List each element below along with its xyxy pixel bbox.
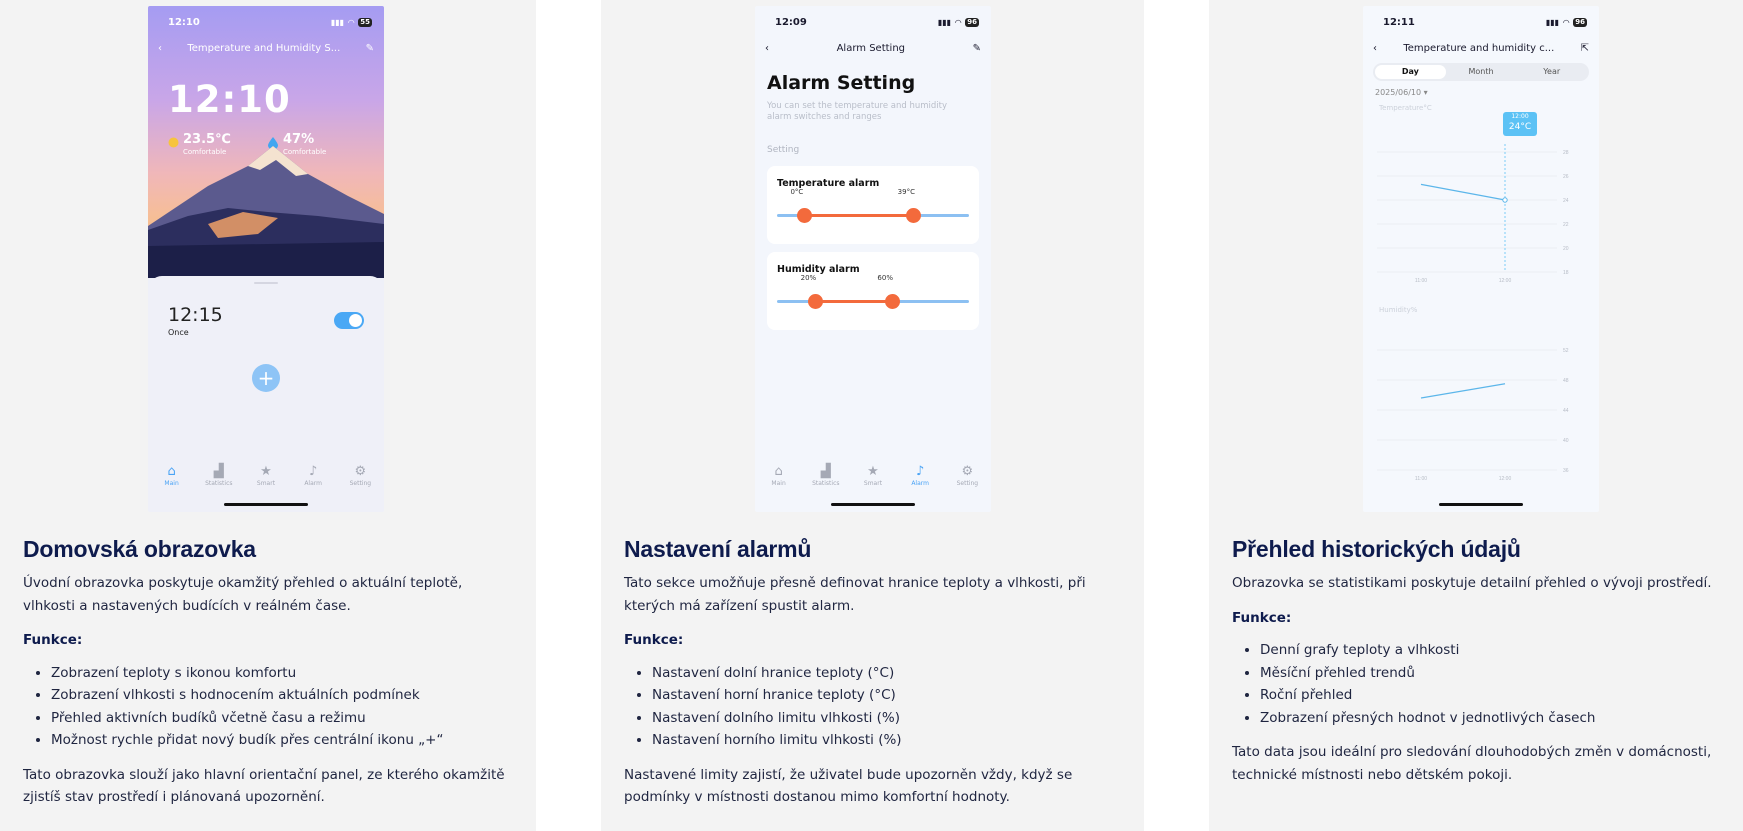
list-item: • Roční přehled (1260, 684, 1725, 707)
gear-icon: ⚙ (961, 464, 974, 479)
y-tick-label: 36 (1563, 468, 1569, 474)
home-icon: ⌂ (774, 464, 783, 479)
temperature-comfort-label: Comfortable (183, 148, 227, 156)
y-tick-label: 18 (1563, 270, 1569, 276)
humidity-range-slider[interactable] (777, 274, 969, 303)
y-tick-label: 48 (1563, 378, 1569, 384)
section-label: Setting (767, 145, 800, 155)
temperature-alarm-card (767, 166, 979, 244)
panel-alarm-settings (601, 0, 1144, 831)
list-item: • Nastavení dolního limitu vlhkosti (%) (652, 707, 1126, 730)
tab-statistics[interactable] (199, 464, 239, 498)
nav-title: Alarm Setting (836, 42, 906, 54)
humidity-chart-label: Humidity% (1379, 306, 1418, 314)
back-icon[interactable]: ‹ (158, 42, 162, 54)
star-icon: ★ (260, 464, 272, 479)
section-intro: Obrazovka se statistikami poskytuje detailní přehled o vývoji prostředí. (1232, 575, 1712, 591)
status-time: 12:10 (168, 16, 200, 28)
slider-thumb-high[interactable] (877, 274, 900, 309)
tab-label: Alarm (304, 480, 322, 487)
home-indicator (1439, 503, 1523, 506)
x-tick-label: 12:00 (1498, 476, 1512, 482)
chart-icon: ▟ (820, 464, 831, 479)
mountain-illustration (148, 146, 384, 278)
signal-icon: ▮▮▮ (937, 17, 952, 27)
x-tick-label: 12:00 (1498, 278, 1512, 284)
tab-label: Alarm (911, 480, 929, 487)
list-item: • Nastavení horní hranice teploty (°C) (652, 684, 1126, 707)
tooltip-value: 24°C (1508, 122, 1532, 132)
home-icon: ⌂ (167, 464, 176, 479)
section-outro: Tato data jsou ideální pro sledování dlouhodobých změn v domácnosti, technické místnosti nebo dětském pokoji. (1232, 744, 1712, 783)
slider-low-label: 20% (800, 274, 817, 282)
section-title: Domovská obrazovka (23, 536, 256, 562)
nav-title: Temperature and Humidity S... (187, 42, 341, 54)
plus-icon: + (257, 366, 275, 390)
features-list (51, 662, 518, 752)
home-indicator (224, 503, 308, 506)
signal-icon: ▮▮▮ (1545, 17, 1560, 27)
slider-range (804, 214, 913, 217)
status-bar (775, 15, 979, 29)
segment-month[interactable]: Month (1468, 67, 1494, 76)
alarm-time[interactable]: 12:15 (168, 304, 223, 326)
list-item: • Denní grafy teploty a vlhkosti (1260, 639, 1725, 662)
section-title: Přehled historických údajů (1232, 536, 1521, 562)
tab-bar (755, 464, 991, 498)
section-outro: Nastavené limity zajistí, že uživatel bude upozorněn vždy, když se podmínky v místnosti dostanou mimo komfortní hodnoty. (624, 766, 1073, 805)
list-item: • Zobrazení přesných hodnot v jednotlivých časech (1260, 707, 1725, 730)
page-title: Alarm Setting (767, 72, 916, 94)
sheet-handle[interactable] (254, 282, 278, 284)
tooltip-time: 12:00 (1511, 113, 1529, 120)
status-time: 12:09 (775, 16, 807, 28)
list-item: • Přehled aktivních budíků včetně času a režimu (51, 707, 518, 730)
y-tick-label: 20 (1563, 246, 1569, 252)
list-item: • Zobrazení teploty s ikonou komfortu (51, 662, 518, 685)
home-indicator (831, 503, 915, 506)
tab-statistics[interactable] (806, 464, 846, 498)
features-label: Funkce: (23, 632, 83, 648)
home-screen-screenshot (148, 6, 384, 512)
section-intro: Úvodní obrazovka poskytuje okamžitý přehled o aktuální teplotě, vlhkosti a nastavených budících v reálném čase. (23, 575, 463, 614)
slider-thumb-low[interactable] (800, 274, 823, 309)
tab-label: Main (771, 480, 786, 487)
slider-thumb-high[interactable] (897, 188, 921, 223)
share-icon[interactable]: ⇱ (1580, 42, 1589, 54)
nav-bar (755, 38, 991, 58)
history-description (1232, 536, 1725, 786)
history-charts (1363, 6, 1599, 512)
back-icon[interactable]: ‹ (1373, 42, 1377, 54)
battery-icon: 96 (1575, 17, 1585, 26)
back-icon[interactable]: ‹ (765, 42, 769, 54)
section-outro: Tato obrazovka slouží jako hlavní orientační panel, ze kterého okamžitě zjistíš stav prostředí i plánovaná upozornění. (23, 766, 505, 805)
gear-icon: ⚙ (354, 464, 367, 479)
tab-main[interactable] (759, 464, 799, 498)
history-screenshot (1363, 6, 1599, 512)
tab-label: Main (164, 480, 179, 487)
nav-title: Temperature and humidity c... (1403, 42, 1555, 54)
tab-setting[interactable] (947, 464, 987, 498)
battery-icon: 55 (360, 17, 370, 26)
card-title: Humidity alarm (777, 264, 860, 275)
tab-setting[interactable] (340, 464, 380, 498)
y-tick-label: 24 (1563, 198, 1569, 204)
segment-day[interactable]: Day (1375, 65, 1446, 79)
page-subtitle: You can set the temperature and humidity alarm switches and ranges (767, 101, 948, 122)
toggle-knob (349, 314, 362, 327)
features-label: Funkce: (624, 632, 684, 648)
status-time: 12:11 (1383, 16, 1415, 28)
x-tick-label: 11:00 (1414, 476, 1428, 482)
panel-history (1209, 0, 1743, 831)
temperature-range-slider[interactable] (777, 188, 969, 217)
list-item: • Nastavení dolní hranice teploty (°C) (652, 662, 1126, 685)
list-item: • Zobrazení vlhkosti s hodnocením aktuálních podmínek (51, 684, 518, 707)
slider-high-label: 39°C (897, 188, 915, 196)
y-tick-label: 22 (1563, 222, 1569, 228)
chart-icon: ▟ (213, 464, 224, 479)
features-list (1260, 639, 1725, 729)
y-tick-label: 40 (1563, 438, 1569, 444)
alarm-settings-screenshot (755, 6, 991, 512)
tab-label: Smart (863, 480, 883, 487)
features-label: Funkce: (1232, 609, 1292, 626)
edit-icon[interactable]: ✎ (972, 42, 981, 54)
series-line (1421, 384, 1505, 398)
temperature-chart-label: Temperature°C (1379, 104, 1432, 112)
tab-main[interactable] (152, 464, 192, 498)
tab-label: Setting (349, 480, 372, 487)
value-tooltip (1503, 112, 1537, 136)
y-tick-label: 44 (1563, 408, 1569, 414)
humidity-comfort-label: Comfortable (283, 148, 327, 156)
alarm-settings-description (624, 536, 1126, 809)
humidity-alarm-card (767, 252, 979, 330)
date-value: 2025/06/10 (1375, 88, 1422, 97)
data-point (1503, 198, 1507, 202)
tab-alarm[interactable] (900, 464, 940, 498)
features-list (652, 662, 1126, 752)
alarm-repeat: Once (168, 328, 189, 337)
tab-label: Setting (956, 480, 979, 487)
y-tick-label: 26 (1563, 174, 1569, 180)
bell-icon: ♪ (916, 464, 925, 479)
tab-smart[interactable] (246, 464, 286, 498)
segment-year[interactable]: Year (1543, 67, 1561, 76)
caret-down-icon: ▾ (1423, 88, 1428, 97)
add-alarm-button[interactable] (252, 364, 280, 392)
tab-label: Statistics (812, 480, 840, 487)
slider-range (815, 300, 892, 303)
battery-icon: 96 (967, 17, 977, 26)
y-tick-label: 52 (1563, 348, 1569, 354)
alarm-toggle[interactable] (334, 312, 364, 329)
wifi-icon: ◠ (348, 17, 355, 27)
list-item: • Nastavení horního limitu vlhkosti (%) (652, 729, 1126, 752)
y-tick-label: 28 (1563, 150, 1569, 156)
tab-label: Smart (256, 480, 276, 487)
series-line (1421, 184, 1505, 200)
section-title: Nastavení alarmů (624, 536, 812, 562)
status-bar (168, 15, 372, 29)
bell-icon: ♪ (309, 464, 318, 479)
nav-bar (148, 38, 384, 58)
home-screen-description (23, 536, 518, 809)
panel-home-screen (0, 0, 536, 831)
slider-high-label: 60% (877, 274, 893, 282)
humidity-value: 47% (283, 132, 315, 147)
tab-bar (148, 464, 384, 498)
slider-thumb-low[interactable] (790, 188, 812, 223)
signal-icon: ▮▮▮ (330, 17, 345, 27)
edit-icon[interactable]: ✎ (365, 42, 374, 54)
current-time: 12:10 (168, 78, 291, 121)
slider-low-label: 0°C (790, 188, 804, 196)
tab-smart[interactable] (853, 464, 893, 498)
tab-alarm[interactable] (293, 464, 333, 498)
list-item: • Měsíční přehled trendů (1260, 662, 1725, 685)
card-title: Temperature alarm (777, 178, 880, 189)
wifi-icon: ◠ (955, 17, 962, 27)
tab-label: Statistics (205, 480, 233, 487)
temperature-value: 23.5℃ (183, 132, 231, 147)
wifi-icon: ◠ (1563, 17, 1570, 27)
x-tick-label: 11:00 (1414, 278, 1428, 284)
section-intro: Tato sekce umožňuje přesně definovat hranice teploty a vlhkosti, při kterých má zařízení spustit alarm. (624, 575, 1086, 614)
star-icon: ★ (867, 464, 879, 479)
list-item: • Možnost rychle přidat nový budík přes centrální ikonu „+“ (51, 729, 518, 752)
